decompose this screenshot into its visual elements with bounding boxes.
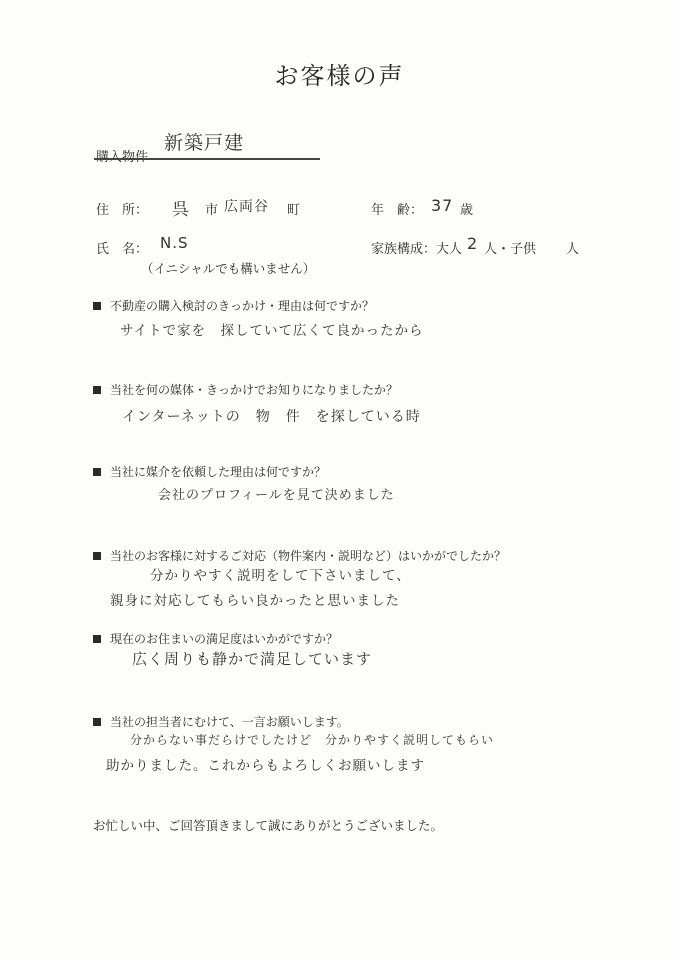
answer-line: 分からない事だらけでしたけど 分かりやすく説明してもらい	[130, 733, 495, 747]
age-label: 年 齢：	[371, 203, 424, 218]
address-town: 広両谷	[224, 199, 269, 215]
answer-line: 分かりやすく説明をして下さいまして、	[150, 568, 411, 584]
answer-line: インターネットの 物 件 を探している時	[122, 409, 421, 425]
address-city-suffix: 市	[205, 203, 219, 218]
address-label: 住 所：	[96, 203, 149, 218]
family-adults-suffix: 人・子供	[484, 242, 537, 257]
bullet-square-icon	[93, 302, 101, 310]
question-row	[93, 297, 374, 314]
bullet-square-icon	[93, 468, 101, 476]
question-row	[93, 463, 326, 480]
bullet-square-icon	[93, 386, 101, 394]
answer-line: 親身に対応してもらい良かったと思いました	[110, 593, 400, 609]
page-title: お客様の声	[274, 62, 405, 90]
question-row	[93, 713, 349, 730]
family-children-suffix: 人	[566, 242, 580, 257]
question-row	[93, 630, 338, 647]
family-adults: 2	[467, 234, 479, 253]
question-row	[93, 381, 398, 398]
question-text: 当社を何の媒体・きっかけでお知りになりましたか？	[110, 383, 399, 397]
property-underline	[94, 158, 320, 160]
address-city: 呉	[172, 200, 190, 220]
family-label: 家族構成：大人	[371, 242, 463, 257]
name-value: N.S	[160, 234, 189, 252]
age-suffix: 歳	[460, 203, 474, 218]
answer-line: 助かりました。これからもよろしくお願いします	[106, 758, 425, 774]
question-text: 当社のお客様に対するご対応（物件案内・説明など）はいかがでしたか？	[110, 549, 507, 563]
bullet-square-icon	[93, 718, 101, 726]
bullet-square-icon	[93, 552, 101, 560]
closing-message: お忙しい中、ご回答頂きまして誠にありがとうございました。	[93, 818, 444, 833]
property-label	[96, 146, 148, 165]
question-text: 当社の担当者にむけて、一言お願いします。	[110, 715, 349, 729]
question-text: 現在のお住まいの満足度はいかがですか？	[110, 632, 339, 646]
question-text: 不動産の購入検討のきっかけ・理由は何ですか？	[110, 299, 375, 313]
age-value: 37	[431, 196, 454, 215]
question-text: 当社に媒介を依頼した理由は何ですか？	[110, 465, 327, 479]
answer-line: サイトで家を 探していて広くて良かったから	[120, 323, 424, 339]
bullet-square-icon	[93, 635, 101, 643]
answer-line: 広く周りも静かで満足しています	[132, 650, 373, 668]
name-note: （イニシャルでも構いません）	[141, 261, 316, 276]
question-row	[93, 547, 506, 564]
address-town-suffix: 町	[287, 203, 301, 218]
name-label: 氏 名：	[96, 242, 149, 257]
answer-line: 会社のプロフィールを見て決めました	[158, 488, 395, 503]
property-value: 新築戸建	[164, 132, 245, 154]
